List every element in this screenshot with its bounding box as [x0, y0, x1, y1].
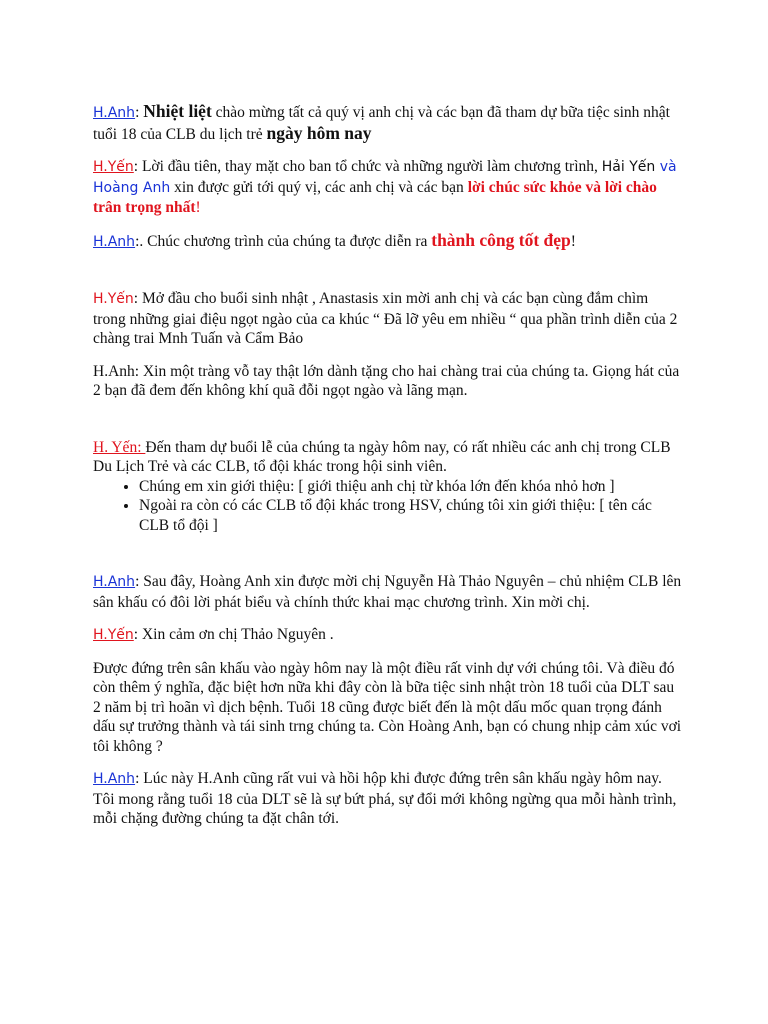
paragraph-1: [93, 102, 683, 144]
paragraph-7: [93, 572, 683, 612]
speaker-label: H.Anh: [93, 574, 136, 590]
bullet-list: [93, 477, 683, 536]
paragraph-text: : Xin cảm ơn chị Thảo Nguyên .: [133, 626, 334, 643]
paragraph-9: Được đứng trên sân khấu vào ngày hôm nay là một điều rất vinh dự với chúng tôi. Và điều đó còn thêm ý nghĩa, đặc biệt hơn nữa khi đây còn là bữa tiệc sinh nhật tròn 18 tuổi của DLT sau 2 năm bị trì hoãn vì dịch bệnh. Tuổi 18 cũng được biết đến là một dấu mốc quan trọng đánh dấu sự trưởng thành và tái sinh trng chúng ta. Còn Hoàng Anh, bạn có chung nhịp cảm xúc vơi tôi không ?: [93, 659, 682, 755]
speaker-label: H. Yến:: [93, 438, 146, 456]
speaker-label: H.Anh: [93, 233, 136, 250]
speaker-label: H.Yến: [93, 627, 134, 643]
list-item: • Ngoài ra còn có các CLB tổ đội khác trong HSV, chúng tôi xin giới thiệu: [ tên các CLB tổ đội ]: [139, 496, 683, 535]
paragraph-4: [93, 289, 683, 349]
paragraph-text: !: [195, 199, 201, 216]
paragraph-10: [93, 769, 683, 829]
document-page: [93, 102, 683, 842]
speaker-label: H.Yến: [93, 159, 134, 175]
paragraph-5: H.Anh: Xin một tràng vỗ tay thật lớn dành tặng cho hai chàng trai của chúng ta. Giọng hát của 2 bạn đã đem đến không khí quã đỗi ngọt ngào và lãng mạn.: [93, 362, 680, 399]
emphasis-text: ngày hôm nay: [266, 122, 372, 143]
speaker-label: H.Yến: [93, 291, 134, 307]
emphasis-text: Nhiệt liệt: [143, 101, 212, 121]
list-item: • Chúng em xin giới thiệu: [ giới thiệu anh chị từ khóa lớn đến khóa nhỏ hơn ]: [139, 477, 683, 497]
paragraph-text: chào mừng tất cả quý vị anh chị và các bạn đã tham dự bữa tiệc sinh nhật tuổi 18 của CLB du lịch trẻ: [93, 104, 670, 143]
paragraph-6: [93, 438, 683, 477]
paragraph-text: : Lời đầu tiên, thay mặt cho ban tổ chức và những người làm chương trình,: [133, 158, 602, 175]
paragraph-text: : Sau đây, Hoàng Anh xin được mời chị Nguyễn Hà Thảo Nguyên – chủ nhiệm CLB lên sân khấu có đôi lời phát biểu và chính thức khai mạc chương trình. Xin mời chị.: [93, 573, 682, 611]
paragraph-text: : Lúc này H.Anh cũng rất vui và hồi hộp khi được đứng trên sân khấu ngày hôm nay. Tôi mong rằng tuổi 18 của DLT sẽ là sự bứt phá, sự đổi mới không ngừng qua mỗi hành trình, mỗi chặng đường chúng ta đặt chân tới.: [93, 770, 677, 827]
paragraph-text: :. Chúc chương trình của chúng ta được diễn ra: [135, 232, 432, 250]
paragraph-text: Đến tham dự buổi lễ của chúng ta ngày hôm nay, có rất nhiều các anh chị trong CLB Du Lịch Trẻ và các CLB, tổ đội khác trong hội sinh viên.: [93, 438, 671, 475]
paragraph-text: :: [135, 104, 144, 121]
paragraph-text: !: [570, 232, 576, 250]
paragraph-2: [93, 157, 683, 218]
sans-blue-text: và Hoàng Anh: [93, 159, 677, 196]
speaker-label: H.Anh: [93, 105, 136, 121]
sans-text: Hải Yến: [601, 159, 660, 175]
speaker-label: H.Anh: [93, 771, 136, 787]
red-emphasis-text: lời chúc sức khỏe và lời chào trân trọng nhất: [93, 178, 657, 216]
paragraph-3: [93, 231, 683, 253]
paragraph-text: : Mở đầu cho buổi sinh nhật , Anastasis xin mời anh chị và các bạn cùng đắm chìm trong những giai điệu ngọt ngào của ca khúc “ Đã lỡ yêu em nhiều “ qua phần trình diễn của 2 chàng trai Mnh Tuấn và Cẩm Bảo: [93, 290, 678, 347]
red-emphasis-text: thành công tốt đẹp: [431, 229, 571, 250]
paragraph-8: [93, 625, 683, 646]
paragraph-text: xin được gửi tới quý vị, các anh chị và các bạn: [170, 178, 468, 196]
